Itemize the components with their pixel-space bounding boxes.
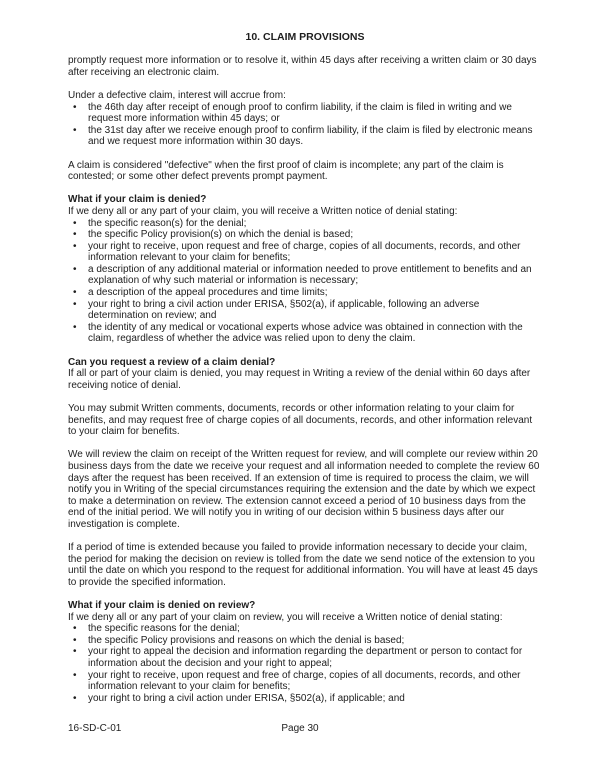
list-item: • your right to receive, upon request and free of charge, copies of all documents, records, and other information relevant to your claim for benefits; (68, 241, 542, 264)
list-item: • your right to appeal the decision and information regarding the department or person to contact for information about the decision and your right to appeal; (68, 646, 542, 669)
footer-doc-code: 16-SD-C-01 (68, 723, 122, 734)
paragraph-denied-on-review-intro: If we deny all or any part of your claim on review, you will receive a Written notice of denial stating: (68, 611, 503, 623)
section-heading-denied-on-review: What if your claim is denied on review? (68, 600, 256, 612)
document-body (68, 32, 542, 716)
list-item: • your right to bring a civil action under ERISA, §502(a), if applicable; and (68, 693, 542, 705)
section-review-request (68, 357, 542, 392)
page-title: 10. CLAIM PROVISIONS (245, 31, 365, 43)
section-defective-claim (68, 90, 542, 148)
section-denied-on-review (68, 600, 542, 704)
list-item: • a description of the appeal procedures and time limits; (68, 287, 542, 299)
paragraph-review-2: You may submit Written comments, documents, records or other information relating to your claim for benefits, and may request free of charge copies of all documents, records, and other information relevant to your claim for benefits. (68, 403, 533, 438)
paragraph-review-1: If all or part of your claim is denied, you may request in Writing a review of the denial within 60 days after receiving notice of denial. (68, 368, 531, 391)
defective-bullet-list (68, 102, 542, 148)
section-heading-review-request: Can you request a review of a claim denial? (68, 356, 276, 368)
paragraph-review-3: We will review the claim on receipt of the Written request for review, and will complete our review within 20 business days from the date we receive your request and all information needed to complete the review 60 days after the request has been received. If an extension of time is required to process the claim, we will notify you in Writing of the special circumstances requiring the extension and the date by which we expect to make a determination on review. The extension cannot exceed a period of 10 business days from the end of the initial period. We will notify you in writing of our decision within 5 business days after our investigation is complete. (68, 449, 540, 530)
section-heading-claim-denied: What if your claim is denied? (68, 194, 207, 206)
list-item: • the specific Policy provisions and reasons on which the denial is based; (68, 635, 542, 647)
list-item: • the 46th day after receipt of enough proof to confirm liability, if the claim is filed in writing and we request more information within 45 days; or (68, 102, 542, 125)
paragraph-defective-definition: A claim is considered "defective" when the first proof of claim is incomplete; any part of the claim is contested; or some other defect prevents prompt payment. (68, 159, 504, 183)
paragraph-continuation: promptly request more information or to resolve it, within 45 days after receiving a written claim or 30 days after receiving an electronic claim. (68, 55, 537, 78)
list-item: • the 31st day after we receive enough proof to confirm liability, if the claim is filed by electronic means and we request more information within 30 days. (68, 125, 542, 148)
paragraph-defective-intro: Under a defective claim, interest will accrue from: (68, 89, 286, 101)
paragraph-review-4: If a period of time is extended because you failed to provide information necessary to decide your claim, the period for making the decision on review is tolled from the date we send notice of the extension to you until the date on which you respond to the request for additional information. You will have at least 45 days to provide the specified information. (68, 542, 538, 588)
list-item: • the identity of any medical or vocational experts whose advice was obtained in connection with the claim, regardless of whether the advice was relied upon to deny the claim. (68, 322, 542, 345)
footer-page-number: Page 30 (281, 723, 319, 734)
list-item: • your right to receive, upon request and free of charge, copies of all documents, records, and other information relevant to your claim for benefits; (68, 670, 542, 693)
list-item: • your right to bring a civil action under ERISA, §502(a), if applicable, following an adverse determination on review; and (68, 299, 542, 322)
section-claim-denied (68, 194, 542, 345)
list-item: • a description of any additional material or information needed to prove entitlement to benefits and an explanation of why such material or information is necessary; (68, 264, 542, 287)
list-item: • the specific Policy provision(s) on which the denial is based; (68, 229, 542, 241)
denied-bullet-list (68, 218, 542, 346)
paragraph-denied-intro: If we deny all or any part of your claim, you will receive a Written notice of denial stating: (68, 205, 458, 217)
list-item: • the specific reasons for the denial; (68, 623, 542, 635)
list-item: • the specific reason(s) for the denial; (68, 218, 542, 230)
denied-on-review-bullet-list (68, 623, 542, 704)
